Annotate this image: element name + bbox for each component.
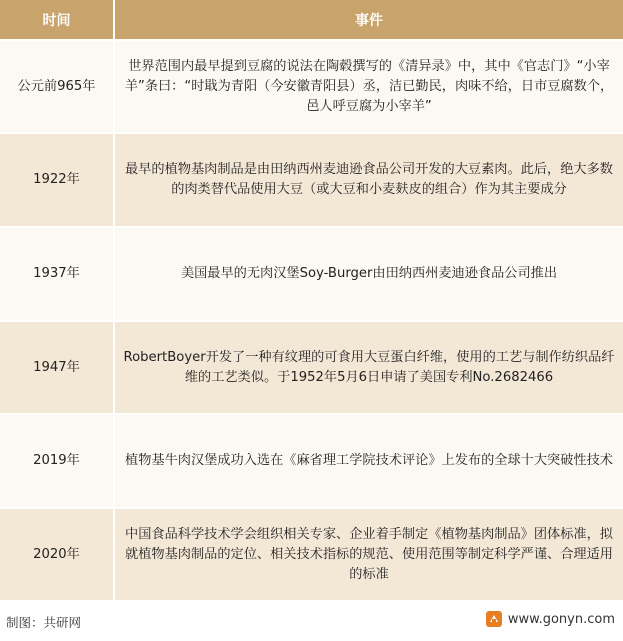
gonyn-logo-icon: [486, 611, 502, 627]
time-cell: 公元前965年: [0, 40, 114, 133]
table-row: [0, 133, 623, 227]
table-header-row: [0, 0, 623, 40]
website-url: www.gonyn.com: [507, 611, 615, 627]
event-cell: 世界范围内最早提到豆腐的说法在陶毂撰写的《清异录》中，其中《官志门》“小宰羊”条曰：“时戢为青阳（今安徽青阳县）丞，洁已勤民，肉味不给，日市豆腐数个，邑人呼豆腐为小宰羊”: [114, 40, 623, 133]
source-credit: 制图：共研网: [6, 615, 82, 630]
time-cell: 1937年: [0, 227, 114, 321]
column-header-time: 时间: [0, 0, 114, 40]
table-row: [0, 40, 623, 133]
time-cell: 1947年: [0, 321, 114, 414]
event-cell: 中国食品科学技术学会组织相关专家、企业着手制定《植物基肉制品》团体标准，拟就植物基肉制品的定位、相关技术指标的规范、使用范围等制定科学严谨、合理适用的标准: [114, 508, 623, 600]
table-row: [0, 508, 623, 600]
event-cell: 最早的植物基肉制品是由田纳西州麦迪逊食品公司开发的大豆素肉。此后，绝大多数的肉类替代品使用大豆（或大豆和小麦麸皮的组合）作为其主要成分: [114, 133, 623, 227]
event-cell: RobertBoyer开发了一种有纹理的可食用大豆蛋白纤维，使用的工艺与制作纺织品纤维的工艺类似。于1952年5月6日申请了美国专利No.2682466: [114, 321, 623, 414]
time-cell: 1922年: [0, 133, 114, 227]
event-cell: 美国最早的无肉汉堡Soy-Burger由田纳西州麦迪逊食品公司推出: [114, 227, 623, 321]
time-cell: 2020年: [0, 508, 114, 600]
column-header-event: 事件: [114, 0, 623, 40]
table-row: [0, 227, 623, 321]
event-cell: 植物基牛肉汉堡成功入选在《麻省理工学院技术评论》上发布的全球十大突破性技术: [114, 414, 623, 508]
table-row: [0, 321, 623, 414]
table-row: [0, 414, 623, 508]
time-cell: 2019年: [0, 414, 114, 508]
website-credit: [486, 611, 615, 627]
